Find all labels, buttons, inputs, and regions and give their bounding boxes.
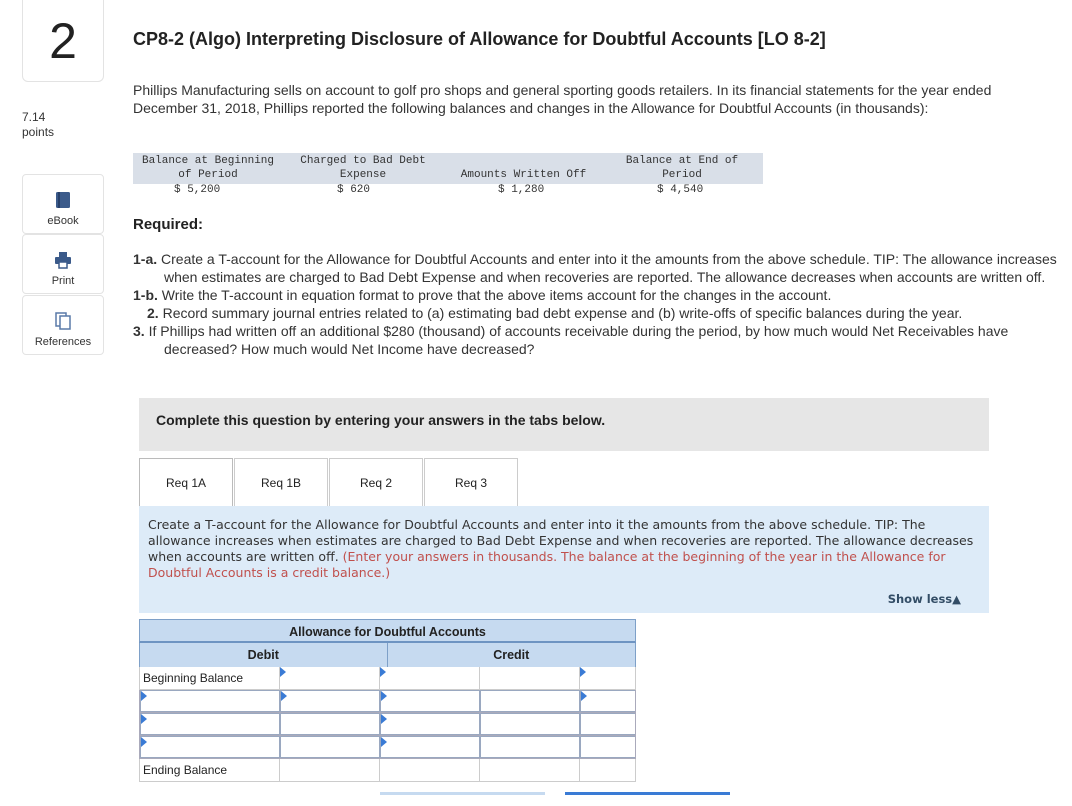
schedule-values xyxy=(133,184,763,200)
tab-req-3[interactable]: Req 3 xyxy=(424,458,518,506)
prev-nav-bar[interactable] xyxy=(380,792,545,795)
print-label: Print xyxy=(51,275,75,287)
input-marker-icon xyxy=(280,667,286,677)
input-marker-icon xyxy=(141,714,147,724)
print-button[interactable] xyxy=(22,234,104,294)
page-title: CP8-2 (Algo) Interpreting Disclosure of Allowance for Doubtful Accounts [LO 8-2] xyxy=(133,29,826,49)
row2-debit-label-input[interactable] xyxy=(144,715,279,735)
debit-header: Debit xyxy=(140,643,388,667)
beginning-debit-input[interactable] xyxy=(280,667,379,689)
ending-credit-input[interactable] xyxy=(480,759,579,781)
credit-amount-cell[interactable] xyxy=(480,690,580,712)
beginning-balance-label: Beginning Balance xyxy=(140,667,280,689)
credit-label-cell[interactable] xyxy=(380,759,480,781)
references-label: References xyxy=(34,336,92,348)
credit-header: Credit xyxy=(493,648,530,662)
debit-label-cell[interactable] xyxy=(140,713,280,735)
entry-row-3 xyxy=(139,736,636,759)
input-marker-icon xyxy=(380,667,386,677)
requirements-list xyxy=(133,250,1068,358)
credit-extra-cell[interactable] xyxy=(580,690,635,712)
beginning-balance-row xyxy=(139,667,636,690)
ending-balance-row xyxy=(139,759,636,782)
points-value: 7.14 xyxy=(22,110,46,124)
schedule-col-ending: Balance at End of Period xyxy=(625,155,739,181)
next-nav-bar[interactable] xyxy=(565,792,730,795)
schedule-value-charged: $ 620 xyxy=(337,184,371,196)
input-marker-icon xyxy=(580,667,586,677)
credit-amount-cell[interactable] xyxy=(480,667,580,689)
debit-amount-cell[interactable] xyxy=(280,759,380,781)
t-account-columns xyxy=(139,643,636,667)
intro-text: Phillips Manufacturing sells on account to golf pro shops and general sporting goods retailers. In its financial statements for the year ended December 31, 2018, Phillips reported the following balances and changes in the Allowance for Doubtful Accounts (in thousands): xyxy=(133,82,992,116)
row2-credit-input[interactable] xyxy=(481,714,579,734)
tab-req-2[interactable]: Req 2 xyxy=(329,458,423,506)
ending-credit-extra-input[interactable] xyxy=(580,759,635,781)
ebook-label: eBook xyxy=(47,215,79,227)
debit-amount-cell[interactable] xyxy=(280,667,380,689)
row1-debit-input[interactable] xyxy=(281,691,379,711)
tab-req-1a[interactable]: Req 1A xyxy=(139,458,233,506)
debit-amount-cell[interactable] xyxy=(280,736,380,758)
references-button[interactable] xyxy=(22,295,104,355)
input-marker-icon xyxy=(141,691,147,701)
credit-extra-cell[interactable] xyxy=(580,759,635,781)
instruction-panel xyxy=(139,506,989,613)
tab-req-1b[interactable]: Req 1B xyxy=(234,458,328,506)
t-account xyxy=(139,619,636,782)
show-less-link[interactable]: Show less▲ xyxy=(887,592,961,606)
complete-question-banner: Complete this question by entering your answers in the tabs below. xyxy=(139,398,989,451)
beginning-credit-label-input[interactable] xyxy=(380,667,479,689)
credit-extra-cell[interactable] xyxy=(580,713,635,735)
credit-extra-cell[interactable] xyxy=(580,667,635,689)
required-heading: Required: xyxy=(133,216,204,233)
input-marker-icon xyxy=(281,691,287,701)
schedule-value-ending: $ 4,540 xyxy=(657,184,704,196)
ebook-button[interactable] xyxy=(22,174,104,234)
schedule-col-written-off: Amounts Written Off xyxy=(460,169,587,181)
row2-credit-label-input[interactable] xyxy=(381,714,479,734)
input-marker-icon xyxy=(381,737,387,747)
input-marker-icon xyxy=(141,737,147,747)
debit-label-cell[interactable] xyxy=(140,690,280,712)
row3-debit-label-input[interactable] xyxy=(144,738,279,758)
row2-debit-input[interactable] xyxy=(281,714,379,734)
triangle-up-icon: ▲ xyxy=(952,592,961,606)
book-icon xyxy=(55,191,71,209)
row2-credit-extra-input[interactable] xyxy=(581,714,635,734)
credit-label-cell[interactable] xyxy=(380,713,480,735)
credit-amount-cell[interactable] xyxy=(480,713,580,735)
row1-credit-label-input[interactable] xyxy=(381,691,479,711)
requirement-1a: 1-a. Create a T-account for the Allowance for Doubtful Accounts and enter into it the amounts from the above schedule. TIP: The allowance increases when estimates are charged to Bad Debt Expense and when recoveries are reported. The allowance decreases when accounts are written off. xyxy=(133,251,1057,285)
row3-credit-label-input[interactable] xyxy=(381,737,479,757)
ending-balance-label: Ending Balance xyxy=(140,759,280,781)
credit-label-cell[interactable] xyxy=(380,690,480,712)
row1-credit-input[interactable] xyxy=(481,691,579,711)
credit-amount-cell[interactable] xyxy=(480,736,580,758)
requirement-1b: 1-b. Write the T-account in equation format to prove that the above items account for the changes in the account. xyxy=(133,287,832,303)
instruction-text: Create a T-account for the Allowance for Doubtful Accounts and enter into it the amounts from the above schedule. TIP: The allowance increases when estimates are charged to Bad Debt Expense and when recoveries are reported. The allowance decreases when accounts are written off. xyxy=(148,517,974,564)
requirement-2: 2. Record summary journal entries related to (a) estimating bad debt expense and (b) write-offs of specific balances during the year. xyxy=(147,305,963,321)
beginning-credit-input[interactable] xyxy=(480,667,579,689)
ending-credit-label-input[interactable] xyxy=(380,759,479,781)
schedule-value-beginning: $ 5,200 xyxy=(174,184,221,196)
requirement-3: 3. If Phillips had written off an additional $280 (thousand) of accounts receivable during the period, by how much would Net Receivables have decreased? How much would Net Income have decreased? xyxy=(133,323,1009,357)
printer-icon xyxy=(54,251,72,269)
documents-icon xyxy=(55,312,71,330)
row1-credit-extra-input[interactable] xyxy=(581,691,635,711)
credit-label-cell[interactable] xyxy=(380,736,480,758)
debit-amount-cell[interactable] xyxy=(280,713,380,735)
entry-row-2 xyxy=(139,713,636,736)
points-display xyxy=(22,110,54,140)
beginning-credit-extra-input[interactable] xyxy=(580,667,635,689)
row3-credit-input[interactable] xyxy=(481,737,579,757)
debit-amount-cell[interactable] xyxy=(280,690,380,712)
t-account-title: Allowance for Doubtful Accounts xyxy=(139,619,636,643)
schedule-col-beginning: Balance at Beginning of Period xyxy=(141,155,275,181)
credit-amount-cell[interactable] xyxy=(480,759,580,781)
schedule-header xyxy=(133,153,763,184)
ending-debit-input[interactable] xyxy=(280,759,379,781)
credit-label-cell[interactable] xyxy=(380,667,480,689)
requirement-tabs xyxy=(139,458,519,506)
credit-extra-cell[interactable] xyxy=(580,736,635,758)
input-marker-icon xyxy=(381,691,387,701)
instruction-note: (Enter your answers in thousands. The balance at the beginning of the year in the Allowance for Doubtful Accounts is a credit balance.) xyxy=(148,549,946,580)
question-number: 2 xyxy=(22,0,104,82)
debit-label-cell[interactable] xyxy=(140,736,280,758)
row1-debit-label-input[interactable] xyxy=(144,692,279,712)
points-label: points xyxy=(22,125,55,139)
row3-debit-input[interactable] xyxy=(281,737,379,757)
entry-row-1 xyxy=(139,690,636,713)
input-marker-icon xyxy=(581,691,587,701)
schedule-value-written-off: $ 1,280 xyxy=(498,184,545,196)
row3-credit-extra-input[interactable] xyxy=(581,737,635,757)
schedule-col-charged: Charged to Bad Debt Expense xyxy=(300,155,426,181)
input-marker-icon xyxy=(381,714,387,724)
